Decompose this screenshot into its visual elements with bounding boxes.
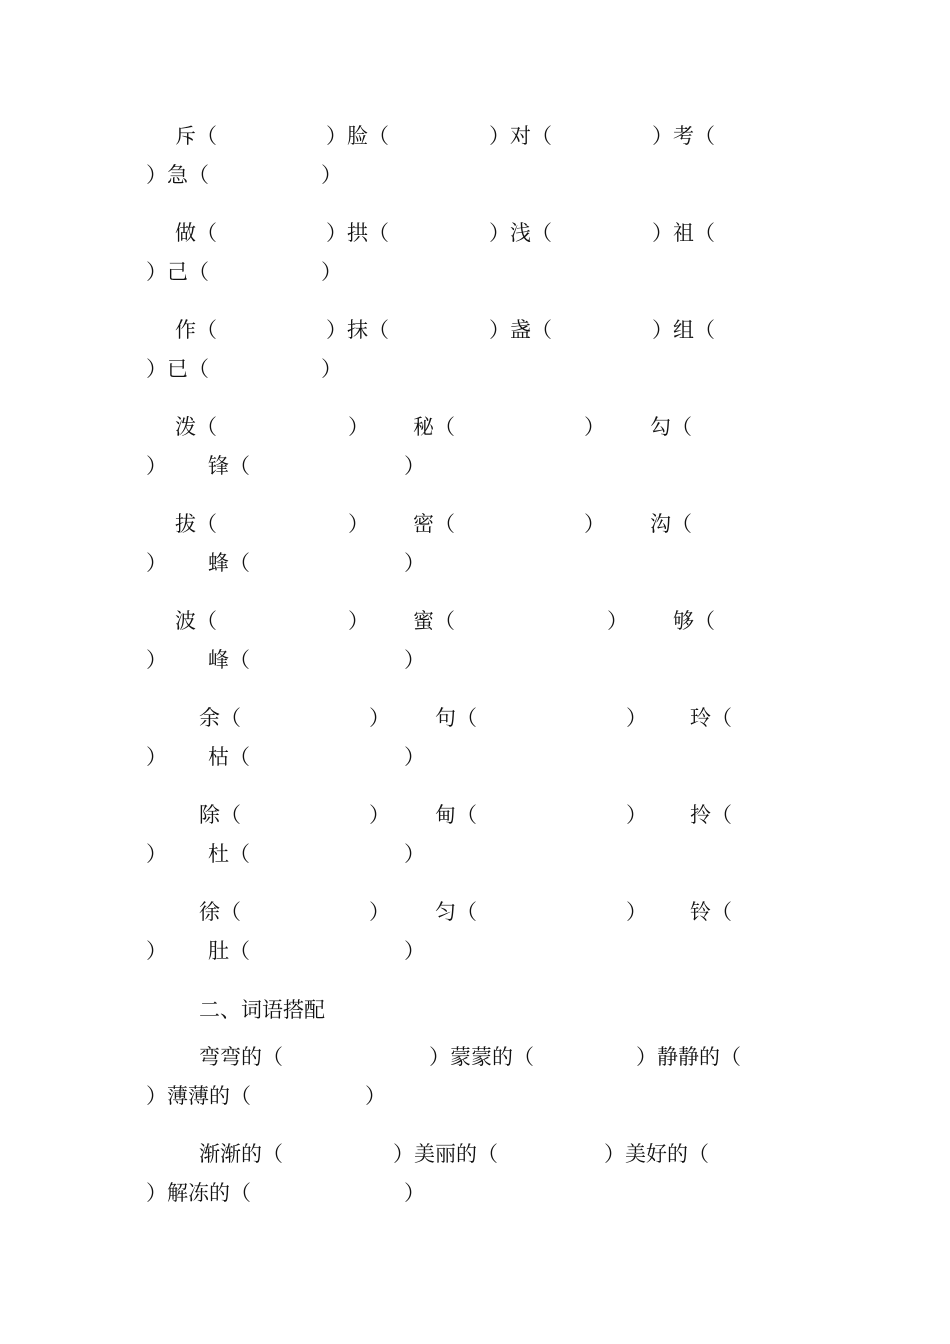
- fill-in-blank-prompt: ）薄薄的（: [146, 1084, 251, 1108]
- fill-in-blank-prompt: ）抹（: [326, 318, 389, 342]
- fill-in-blank-prompt: ）拱（: [326, 221, 389, 245]
- fill-in-blank-prompt: ）: [404, 648, 425, 672]
- fill-in-blank-prompt: 杜（: [208, 842, 250, 866]
- fill-in-blank-prompt: ）: [146, 745, 167, 769]
- exercise-line: [0, 701, 950, 735]
- exercise-line: [0, 934, 950, 968]
- exercise-line: [0, 255, 950, 289]
- fill-in-blank-prompt: 除（: [199, 803, 241, 827]
- section-two-title: 二、词语搭配: [199, 998, 325, 1022]
- exercise-line: [0, 546, 950, 580]
- fill-in-blank-prompt: ）: [146, 551, 167, 575]
- fill-in-blank-prompt: ）: [369, 900, 390, 924]
- fill-in-blank-prompt: ）浅（: [489, 221, 552, 245]
- fill-in-blank-prompt: 铃（: [690, 900, 732, 924]
- exercise-line: [0, 313, 950, 347]
- exercise-line: [0, 837, 950, 871]
- fill-in-blank-prompt: ）: [348, 512, 369, 536]
- fill-in-blank-prompt: ）: [584, 415, 605, 439]
- fill-in-blank-prompt: ）解冻的（: [146, 1181, 251, 1205]
- fill-in-blank-prompt: ）祖（: [652, 221, 715, 245]
- exercise-line: [0, 798, 950, 832]
- fill-in-blank-prompt: ）: [626, 706, 647, 730]
- exercise-line: [0, 158, 950, 192]
- exercise-line: [0, 1040, 950, 1074]
- exercise-line: [0, 352, 950, 386]
- exercise-line: [0, 1079, 950, 1113]
- fill-in-blank-prompt: ）: [321, 357, 342, 381]
- fill-in-blank-prompt: 斥（: [175, 124, 217, 148]
- fill-in-blank-prompt: 徐（: [199, 900, 241, 924]
- fill-in-blank-prompt: ）已（: [146, 357, 209, 381]
- fill-in-blank-prompt: ）: [146, 842, 167, 866]
- exercise-line: [0, 740, 950, 774]
- fill-in-blank-prompt: ）: [404, 454, 425, 478]
- fill-in-blank-prompt: 枯（: [208, 745, 250, 769]
- fill-in-blank-prompt: 匀（: [435, 900, 477, 924]
- fill-in-blank-prompt: ）考（: [652, 124, 715, 148]
- fill-in-blank-prompt: ）: [404, 842, 425, 866]
- fill-in-blank-prompt: 蜜（: [413, 609, 455, 633]
- fill-in-blank-prompt: 密（: [413, 512, 455, 536]
- fill-in-blank-prompt: 拎（: [690, 803, 732, 827]
- fill-in-blank-prompt: ）: [146, 648, 167, 672]
- fill-in-blank-prompt: ）: [626, 803, 647, 827]
- fill-in-blank-prompt: ）: [584, 512, 605, 536]
- fill-in-blank-prompt: ）己（: [146, 260, 209, 284]
- fill-in-blank-prompt: ）: [365, 1084, 386, 1108]
- fill-in-blank-prompt: 沟（: [650, 512, 692, 536]
- exercise-line: [0, 895, 950, 929]
- fill-in-blank-prompt: 勾（: [650, 415, 692, 439]
- fill-in-blank-prompt: ）脸（: [326, 124, 389, 148]
- fill-in-blank-prompt: ）美丽的（: [393, 1142, 498, 1166]
- exercise-line: [0, 1137, 950, 1171]
- exercise-line: [0, 1176, 950, 1210]
- fill-in-blank-prompt: ）盏（: [489, 318, 552, 342]
- fill-in-blank-prompt: 肚（: [208, 939, 250, 963]
- fill-in-blank-prompt: ）: [369, 803, 390, 827]
- fill-in-blank-prompt: ）: [626, 900, 647, 924]
- fill-in-blank-prompt: 玲（: [690, 706, 732, 730]
- fill-in-blank-prompt: ）美好的（: [604, 1142, 709, 1166]
- fill-in-blank-prompt: 波（: [175, 609, 217, 633]
- fill-in-blank-prompt: 余（: [199, 706, 241, 730]
- fill-in-blank-prompt: ）蒙蒙的（: [429, 1045, 534, 1069]
- fill-in-blank-prompt: ）: [321, 260, 342, 284]
- fill-in-blank-prompt: 泼（: [175, 415, 217, 439]
- fill-in-blank-prompt: 弯弯的（: [199, 1045, 283, 1069]
- fill-in-blank-prompt: 蜂（: [208, 551, 250, 575]
- exercise-line: [0, 449, 950, 483]
- fill-in-blank-prompt: 够（: [673, 609, 715, 633]
- fill-in-blank-prompt: 做（: [175, 221, 217, 245]
- fill-in-blank-prompt: 作（: [175, 318, 217, 342]
- fill-in-blank-prompt: 甸（: [435, 803, 477, 827]
- exercise-line: [0, 604, 950, 638]
- fill-in-blank-prompt: 峰（: [208, 648, 250, 672]
- fill-in-blank-prompt: 锋（: [208, 454, 250, 478]
- fill-in-blank-prompt: ）: [348, 415, 369, 439]
- fill-in-blank-prompt: 拔（: [175, 512, 217, 536]
- fill-in-blank-prompt: ）: [404, 745, 425, 769]
- fill-in-blank-prompt: ）: [348, 609, 369, 633]
- fill-in-blank-prompt: ）: [404, 1181, 425, 1205]
- exercise-line: [0, 216, 950, 250]
- exercise-line: [0, 410, 950, 444]
- fill-in-blank-prompt: ）组（: [652, 318, 715, 342]
- exercise-line: [0, 119, 950, 153]
- section-heading: [0, 993, 950, 1027]
- exercise-line: [0, 507, 950, 541]
- fill-in-blank-prompt: ）急（: [146, 163, 209, 187]
- fill-in-blank-prompt: ）: [321, 163, 342, 187]
- fill-in-blank-prompt: ）: [369, 706, 390, 730]
- fill-in-blank-prompt: 渐渐的（: [199, 1142, 283, 1166]
- fill-in-blank-prompt: 句（: [435, 706, 477, 730]
- fill-in-blank-prompt: ）: [404, 939, 425, 963]
- fill-in-blank-prompt: ）: [146, 939, 167, 963]
- fill-in-blank-prompt: ）: [607, 609, 628, 633]
- fill-in-blank-prompt: ）: [146, 454, 167, 478]
- fill-in-blank-prompt: ）: [404, 551, 425, 575]
- exercise-line: [0, 643, 950, 677]
- fill-in-blank-prompt: 秘（: [413, 415, 455, 439]
- fill-in-blank-prompt: ）对（: [489, 124, 552, 148]
- fill-in-blank-prompt: ）静静的（: [636, 1045, 741, 1069]
